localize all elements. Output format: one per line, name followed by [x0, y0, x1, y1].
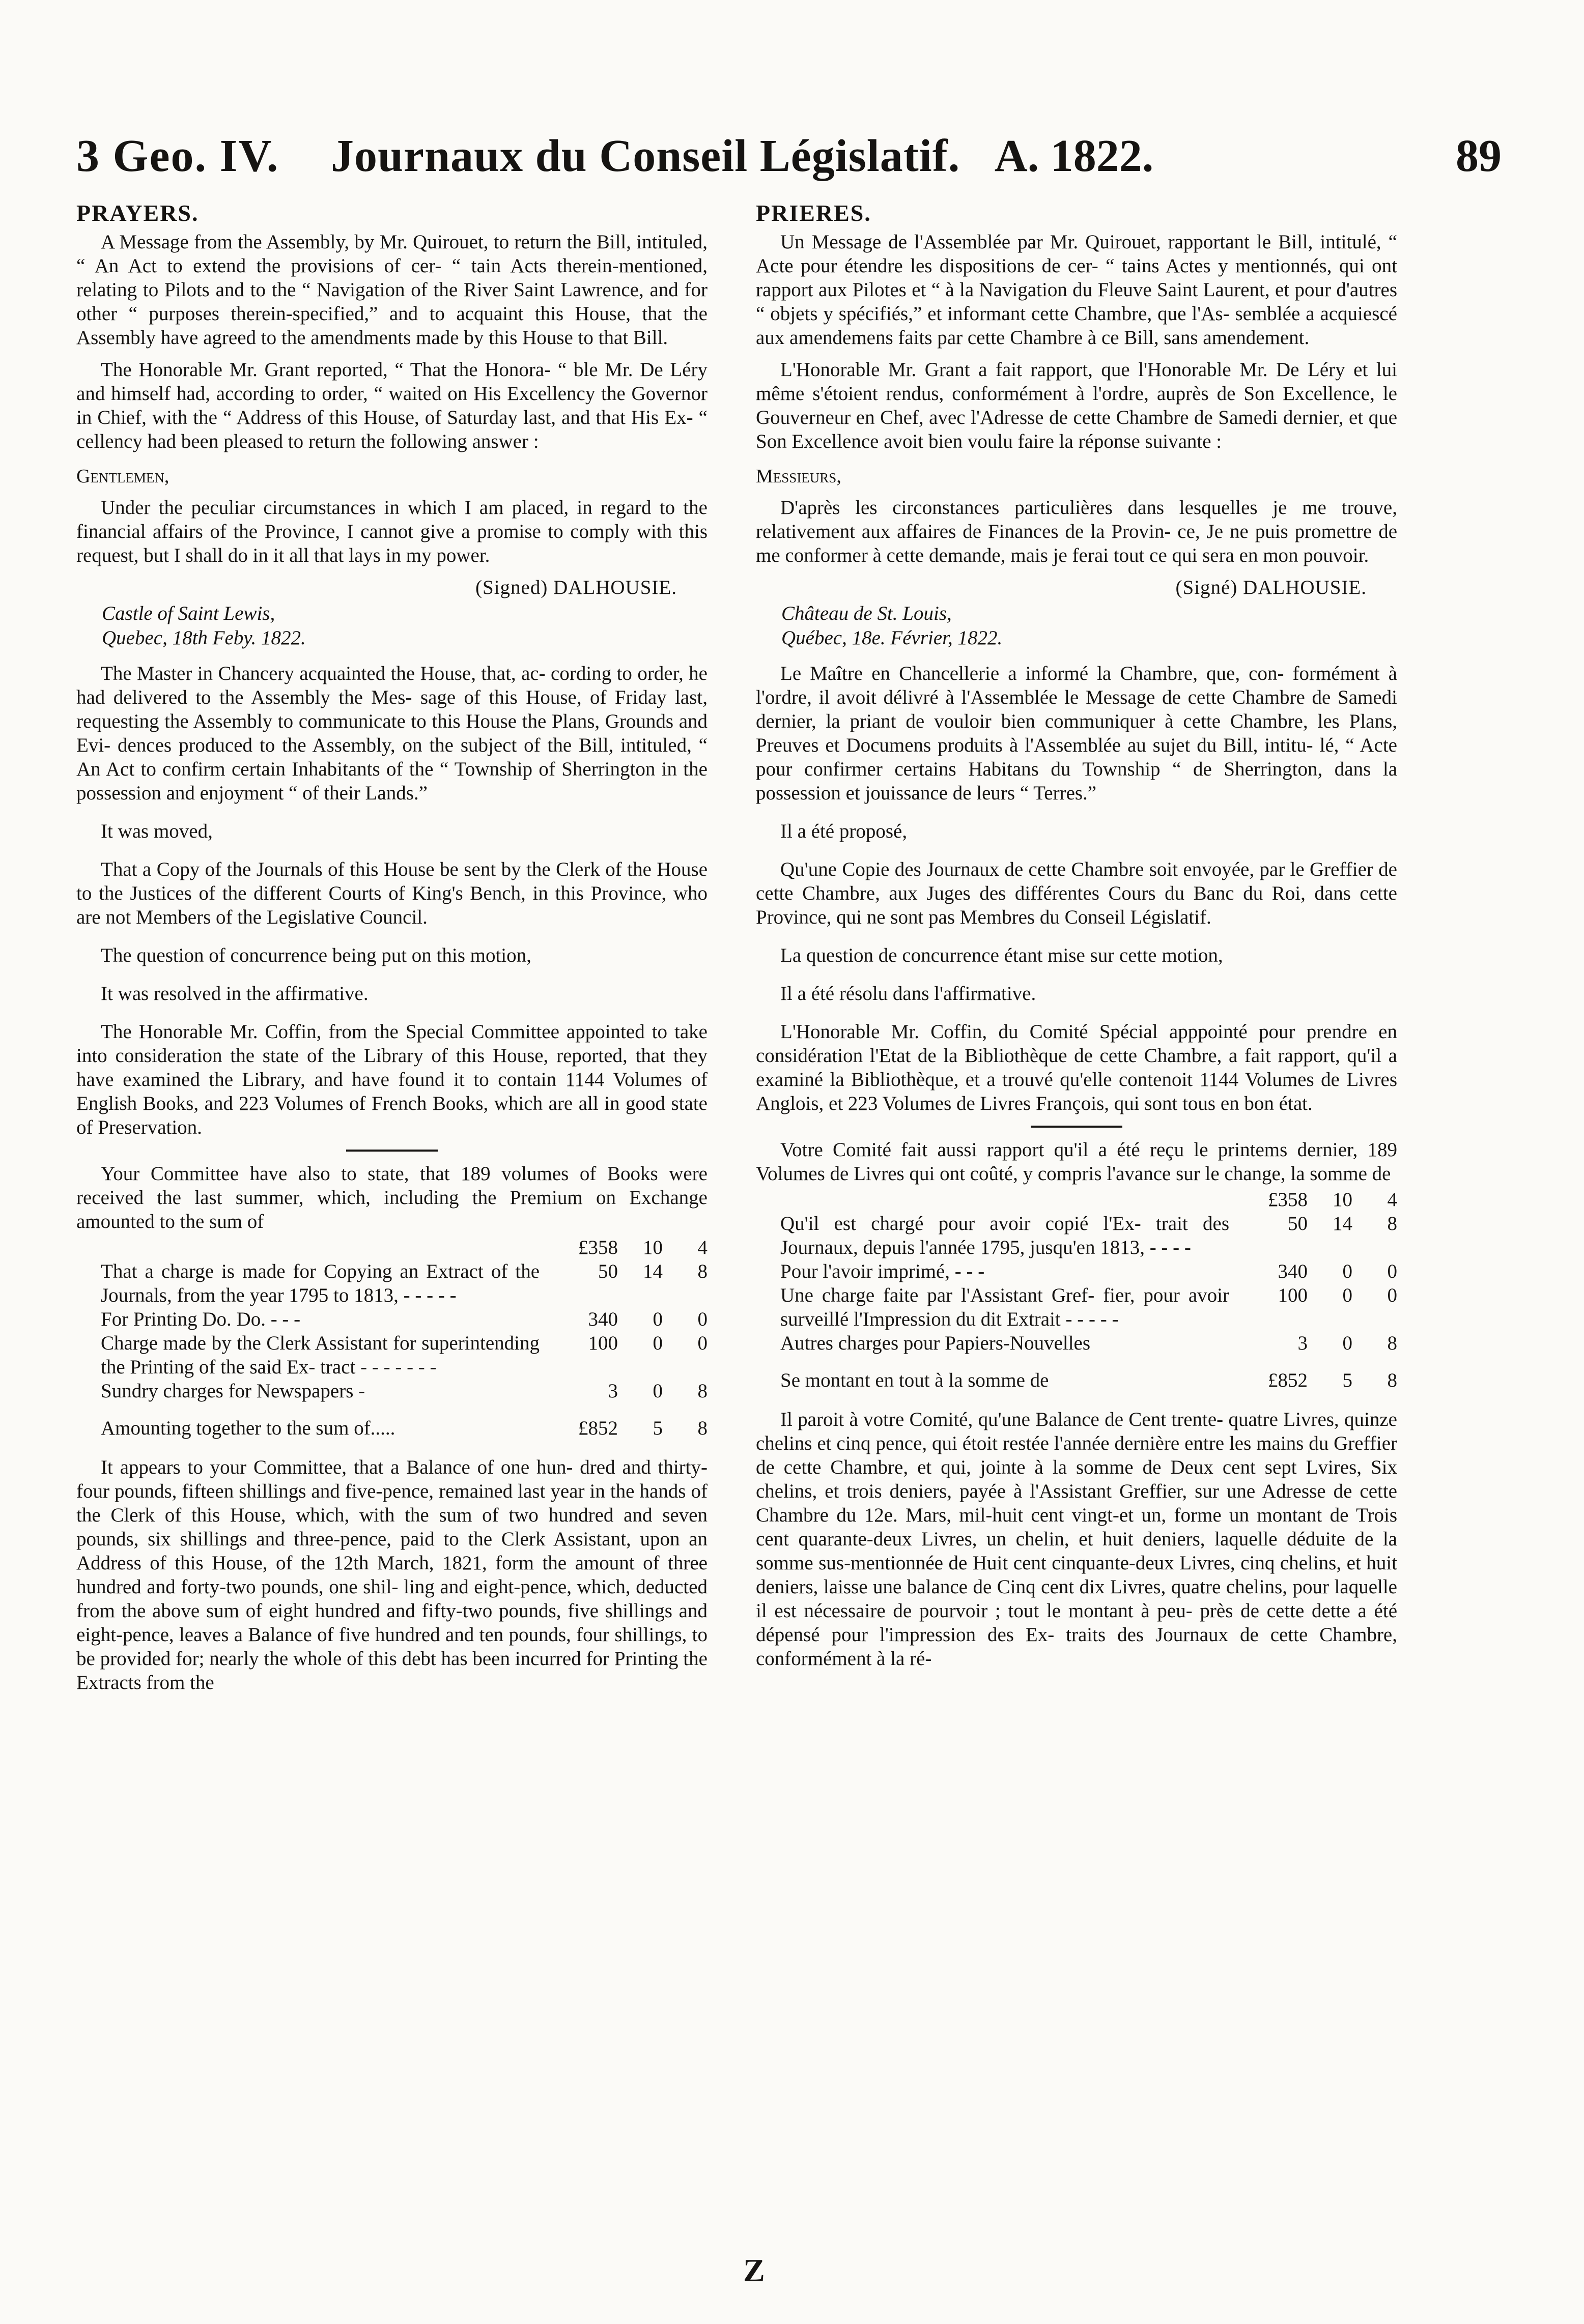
- motion-paragraph: Qu'une Copie des Journaux de cette Chambre soit envoyée, par le Greffier de cette Chambre, aux Juges des différentes Cours du Banc du Roi, dans cette Province, qui ne sont pas Membres du Conseil Législatif.: [756, 858, 1397, 928]
- resolved-line: Il a été résolu dans l'affirmative.: [780, 983, 1036, 1005]
- journal-page: [76, 109, 1512, 2298]
- ledger-row: Pour l'avoir imprimé, - - - 340 0 0: [780, 1260, 1397, 1282]
- divider-rule: [346, 1150, 438, 1152]
- ledger-row: Autres charges pour Papiers-Nouvelles 3 0 8: [780, 1332, 1397, 1354]
- signature-line: (Signé) DALHOUSIE.: [1175, 577, 1367, 598]
- chancery-paragraph: Le Maître en Chancellerie a informé la Chambre, que, con- formément à l'ordre, il avoit délivré à l'Assemblée le Message de cette Chambre de Samedi dernier, la priant de vouloir bien communiquer à cette Chambre, les Plans, Preuves et Documens produits à l'Assemblée au sujet du Bill, intitu- lé, “ Acte pour confirmer certains Habitans du Township “ de Sherrington, dans la possession et jouissance de leurs “ Terres.”: [756, 663, 1397, 804]
- dateline: [102, 601, 708, 650]
- library-paragraph: L'Honorable Mr. Coffin, du Comité Spécial apppointé pour prendre en considération l'Etat de la Bibliothèque de cette Chambre, a fait rapport, qu'il a examiné la Bibliothèque, et a trouvé qu'elle contenoit 1144 Volumes de Livres Anglois, et 223 Volumes de Livres François, qui sont tous en bon état.: [756, 1021, 1397, 1114]
- balance-paragraph: It appears to your Committee, that a Balance of one hun- dred and thirty-four pounds, fifteen shillings and five-pence, remained last year in the hands of the Clerk of this House, which, with the sum of two hundred and seven pounds, six shillings and three-pence, paid to the Clerk Assistant, upon an Address of this House, of the 12th March, 1821, form the amount of three hundred and forty-two pounds, one shil- ling and eight-pence, which, deducted from the above sum of eight hundred and fifty-two pounds, five shillings and eight-pence, leaves a Balance of five hundred and ten pounds, four shillings, to be provided for; nearly the whole of this debt has been incurred for Printing the Extracts from the: [76, 1456, 708, 1694]
- ledger-row: Qu'il est chargé pour avoir copié l'Ex- trait des Journaux, depuis l'année 1795, jusqu'en 1813, - - - - 50 14 8: [780, 1213, 1397, 1258]
- ledger-total-amount: £852 5 8: [1268, 1369, 1397, 1391]
- resolved-line: It was resolved in the affirmative.: [101, 983, 369, 1005]
- report-paragraph: L'Honorable Mr. Grant a fait rapport, que l'Honorable Mr. De Léry et lui même s'étoient rendus, conformément à l'ordre, auprès de Son Excellence, le Gouverneur en Chef, avec l'Adresse de cette Chambre de Samedi dernier, et que Son Excellence avoit bien voulu faire la réponse suivante :: [756, 359, 1397, 452]
- expense-ledger: [76, 1162, 708, 1440]
- ledger-row: [756, 1188, 1397, 1212]
- regnal-year: 3 Geo. IV.: [76, 131, 279, 181]
- ledger-amount: 100 0 0: [588, 1332, 708, 1354]
- signature-line: (Signed) DALHOUSIE.: [475, 577, 677, 598]
- dateline: [781, 601, 1397, 650]
- dateline-place: Castle of Saint Lewis,: [102, 602, 275, 624]
- ledger-amount: £358 10 4: [1268, 1189, 1397, 1211]
- dateline-place: Château de St. Louis,: [781, 602, 952, 624]
- ledger-intro: Votre Comité fait aussi rapport qu'il a été reçu le printems dernier, 189 Volumes de Livres qui ont coûté, y compris l'avance sur le change, la somme de: [756, 1139, 1397, 1185]
- moved-line: Il a été proposé,: [780, 820, 908, 842]
- ledger-amount: £358 10 4: [578, 1237, 708, 1258]
- signature-mark: Z: [743, 2252, 765, 2288]
- ledger-total-amount: £852 5 8: [578, 1417, 708, 1439]
- ledger-row: Une charge faite par l'Assistant Gref- fier, pour avoir surveillé l'Impression du dit Extrait - - - - - 100 0 0: [780, 1284, 1397, 1330]
- section-heading: PRIERES.: [756, 200, 871, 226]
- french-column: [756, 201, 1397, 1679]
- chancery-paragraph: The Master in Chancery acquainted the House, that, ac- cording to order, he had delivered to the Assembly the Mes- sage of this House, of Friday last, requesting the Assembly to communicate to this House the Plans, Grounds and Evi- dences produced to the Assembly, on the subject of the Bill, intituled, “ An Act to confirm certain Inhabitants of the “ Township of Sherrington in the possession and enjoyment “ of their Lands.”: [76, 663, 708, 804]
- library-paragraph: The Honorable Mr. Coffin, from the Special Committee appointed to take into consideration the state of the Library of this House, reported, that they have examined the Library, and have found it to contain 1144 Volumes of English Books, and 223 Volumes of French Books, which are all in good state of Preservation.: [76, 1021, 708, 1138]
- answer-paragraph: D'après les circonstances particulières dans lesquelles je me trouve, relativement aux affaires de Finances de la Provin- ce, Je ne puis promettre de me conformer à cette demande, mais je ferai tout ce qui sera en mon pouvoir.: [756, 497, 1397, 566]
- ledger-row: Charge made by the Clerk Assistant for superintending the Printing of the said Ex- tract - - - - - - - 100 0 0: [101, 1332, 708, 1378]
- answer-paragraph: Under the peculiar circumstances in which I am placed, in regard to the financial affairs of the Province, I cannot give a promise to comply with this request, but I shall do in it all that lays in my power.: [76, 497, 708, 566]
- report-paragraph: The Honorable Mr. Grant reported, “ That the Honora- “ ble Mr. De Léry and himself had, according to order, “ waited on His Excellency the Governor in Chief, with the “ Address of this House, of Saturday last, and that His Ex- “ cellency had been pleased to return the following answer :: [76, 359, 708, 452]
- message-paragraph: Un Message de l'Assemblée par Mr. Quirouet, rapportant le Bill, intitulé, “ Acte pour étendre les dispositions de cer- “ tains Actes y mentionnés, qui ont rapport aux Pilotes et “ à la Navigation du Fleuve Saint Laurent, et pour d'autres “ objets y spécifiés,” et informant cette Chambre, que l'As- semblée a acquiescé aux amendemens faits par cette Chambre à ce Bill, sans amendement.: [756, 231, 1397, 349]
- section-heading: PRAYERS.: [76, 200, 199, 226]
- page-header: [76, 109, 1512, 181]
- ledger-amount: 100 0 0: [1278, 1284, 1397, 1306]
- page-number: 89: [1456, 131, 1502, 181]
- journal-anno: A. 1822.: [994, 131, 1154, 181]
- ledger-amount: 340 0 0: [1278, 1260, 1397, 1282]
- ledger-amount: 50 14 8: [598, 1260, 708, 1282]
- question-line: La question de concurrence étant mise sur cette motion,: [780, 944, 1223, 966]
- message-paragraph: A Message from the Assembly, by Mr. Quirouet, to return the Bill, intituled, “ An Act to extend the provisions of cer- “ tain Acts therein-mentioned, relating to Pilots and to the “ Navigation of the River Saint Lawrence, and for other “ purposes therein-specified,” and to acquaint this House, that the Assembly have agreed to the amendments made by this House to that Bill.: [76, 231, 708, 349]
- ledger-total: Se montant en tout à la somme de £852 5 8: [780, 1369, 1397, 1391]
- ledger-row: [76, 1236, 708, 1259]
- salutation: Gentlemen,: [76, 466, 169, 487]
- ledger-total: Amounting together to the sum of..... £852 5 8: [101, 1417, 708, 1439]
- motion-paragraph: That a Copy of the Journals of this House be sent by the Clerk of the House to the Justices of the different Courts of King's Bench, in this Province, who are not Members of the Legislative Council.: [76, 858, 708, 928]
- dateline-date: Québec, 18e. Février, 1822.: [781, 627, 1003, 649]
- english-column: [76, 201, 708, 1703]
- ledger-row: Sundry charges for Newspapers - 3 0 8: [101, 1380, 708, 1402]
- ledger-amount: 340 0 0: [588, 1308, 708, 1330]
- moved-line: It was moved,: [101, 820, 213, 842]
- journal-title-text: Journaux du Conseil Législatif.: [331, 131, 960, 181]
- salutation: Messieurs,: [756, 466, 841, 487]
- ledger-row: That a charge is made for Copying an Extract of the Journals, from the year 1795 to 1813, - - - - - 50 14 8: [101, 1260, 708, 1306]
- ledger-row: For Printing Do. Do. - - - 340 0 0: [101, 1308, 708, 1330]
- ledger-amount: 3 0 8: [1297, 1332, 1397, 1354]
- ledger-intro: Your Committee have also to state, that 189 volumes of Books were received the last summer, which, including the Premium on Exchange amounted to the sum of: [76, 1163, 708, 1232]
- divider-rule: [1031, 1126, 1122, 1128]
- ledger-amount: 50 14 8: [1288, 1213, 1397, 1235]
- journal-title: [331, 130, 1153, 182]
- dateline-date: Quebec, 18th Feby. 1822.: [102, 627, 306, 649]
- expense-ledger: [756, 1138, 1397, 1392]
- balance-paragraph: Il paroit à votre Comité, qu'une Balance de Cent trente- quatre Livres, quinze chelins et cinq pence, qui étoit restée l'année dernière entre les mains du Greffier de cette Chambre, et qui, jointe à la somme de Deux cent sept Lvires, Six chelins, et trois deniers, payée à l'Assistant Greffier, sur une Adresse de cette Chambre du 12e. Mars, mil-huit cent vingt-et un, forme un montant de Trois cent quarante-deux Livres, un chelin, et huit deniers, laquelle déduite de la somme sus-mentionnée de Huit cent cinquante-deux Livres, cinq chelins, et huit deniers, laisse une balance de Cinq cent dix Livres, quatre chelins, pour laquelle il est nécessaire de pourvoir ; tout le montant à peu- près de cette dette a été dépensé pour l'impression des Ex- traits des Journaux de cette Chambre, conformément à la ré-: [756, 1409, 1397, 1670]
- ledger-amount: 3 0 8: [608, 1380, 708, 1402]
- question-line: The question of concurrence being put on this motion,: [101, 944, 531, 966]
